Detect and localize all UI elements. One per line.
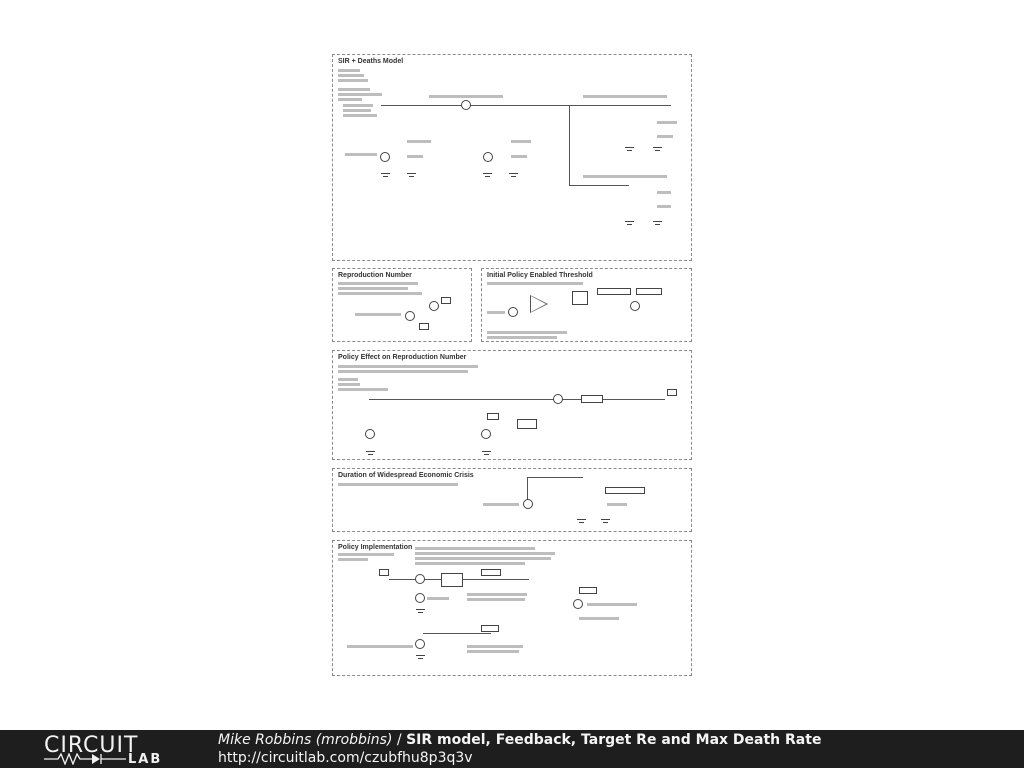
circuit-url-link[interactable]: http://circuitlab.com/czubfhu8p3q3v <box>218 750 473 766</box>
panel-reproduction-number <box>332 268 472 342</box>
circuitlab-logo-lab: LAB <box>128 752 163 767</box>
node-label <box>487 413 499 420</box>
text-block <box>338 365 478 368</box>
text-block <box>511 155 527 158</box>
text-block <box>338 388 388 391</box>
resistor-wave-icon <box>44 753 126 765</box>
text-block <box>415 547 535 550</box>
panel-title: SIR + Deaths Model <box>338 58 404 65</box>
source-symbol[interactable] <box>523 499 533 509</box>
text-block <box>467 593 527 596</box>
text-block <box>415 562 525 565</box>
panel-economic-crisis <box>332 468 692 532</box>
node-label <box>419 323 429 330</box>
node-label <box>667 389 677 396</box>
source-symbol[interactable] <box>481 429 491 439</box>
source-symbol[interactable] <box>553 394 563 404</box>
text-block <box>467 645 523 648</box>
panel-title: Policy Effect on Reproduction Number <box>338 354 467 361</box>
source-symbol[interactable] <box>573 599 583 609</box>
source-symbol[interactable] <box>415 574 425 584</box>
text-block <box>429 95 503 98</box>
text-block <box>487 336 557 339</box>
panel-policy-effect <box>332 350 692 460</box>
text-block <box>407 140 431 143</box>
text-block <box>415 557 551 560</box>
panel-initial-policy-threshold <box>481 268 692 342</box>
text-block <box>487 331 567 334</box>
node-label <box>379 569 389 576</box>
node-label <box>636 288 662 295</box>
text-block <box>338 553 394 556</box>
panel-policy-implementation <box>332 540 692 676</box>
text-block <box>657 121 677 124</box>
author-link[interactable]: Mike Robbins (mrobbins) <box>218 732 393 748</box>
text-block <box>343 109 371 112</box>
text-block <box>347 645 413 648</box>
text-block <box>607 503 627 506</box>
source-symbol[interactable] <box>365 429 375 439</box>
text-block <box>355 313 401 316</box>
node-label <box>481 625 499 632</box>
text-block <box>407 155 423 158</box>
text-block <box>511 140 531 143</box>
text-block <box>338 74 364 77</box>
text-block <box>338 558 368 561</box>
text-block <box>587 603 637 606</box>
comparator-symbol[interactable] <box>530 295 548 313</box>
integrator-block[interactable] <box>572 291 588 305</box>
text-block <box>583 175 667 178</box>
text-block <box>487 311 505 314</box>
circuit-name: SIR model, Feedback, Target Re and Max Death Rate <box>406 732 822 748</box>
text-block <box>338 370 468 373</box>
circuitlab-logo[interactable]: CIRCUIT <box>44 733 139 758</box>
source-symbol[interactable] <box>508 307 518 317</box>
text-block <box>483 503 519 506</box>
source-symbol[interactable] <box>415 639 425 649</box>
panel-sir-deaths-model <box>332 54 692 261</box>
integrator-block[interactable] <box>581 395 603 403</box>
text-block <box>338 69 360 72</box>
text-block <box>338 88 370 91</box>
source-symbol[interactable] <box>630 301 640 311</box>
text-block <box>415 552 555 555</box>
text-block <box>338 287 408 290</box>
node-label <box>597 288 631 295</box>
text-block <box>657 191 671 194</box>
text-block <box>338 383 360 386</box>
text-block <box>338 292 422 295</box>
source-symbol[interactable] <box>429 301 439 311</box>
panel-title: Policy Implementation <box>338 544 413 551</box>
text-block <box>427 597 449 600</box>
text-block <box>338 93 382 96</box>
source-symbol[interactable] <box>461 100 471 110</box>
node-label <box>481 569 501 576</box>
circuit-title <box>218 732 821 748</box>
text-block <box>343 104 373 107</box>
panel-title: Duration of Widespread Economic Crisis <box>338 472 474 479</box>
text-block <box>487 282 583 285</box>
text-block <box>583 95 667 98</box>
node-label <box>441 297 451 304</box>
integrator-block[interactable] <box>441 573 463 587</box>
text-block <box>338 79 368 82</box>
text-block <box>657 205 671 208</box>
text-block <box>343 114 377 117</box>
integrator-block[interactable] <box>517 419 537 429</box>
text-block <box>467 598 525 601</box>
text-block <box>345 153 377 156</box>
source-symbol[interactable] <box>405 311 415 321</box>
text-block <box>657 135 673 138</box>
text-block <box>579 617 619 620</box>
text-block <box>467 650 519 653</box>
text-block <box>338 378 358 381</box>
source-symbol[interactable] <box>380 152 390 162</box>
source-symbol[interactable] <box>415 593 425 603</box>
text-block <box>338 282 418 285</box>
source-symbol[interactable] <box>483 152 493 162</box>
title-separator: / <box>392 732 407 748</box>
text-block <box>338 483 458 486</box>
panel-title: Reproduction Number <box>338 272 412 279</box>
node-label <box>605 487 645 494</box>
panel-title: Initial Policy Enabled Threshold <box>487 272 593 279</box>
text-block <box>338 98 362 101</box>
node-label <box>579 587 597 594</box>
